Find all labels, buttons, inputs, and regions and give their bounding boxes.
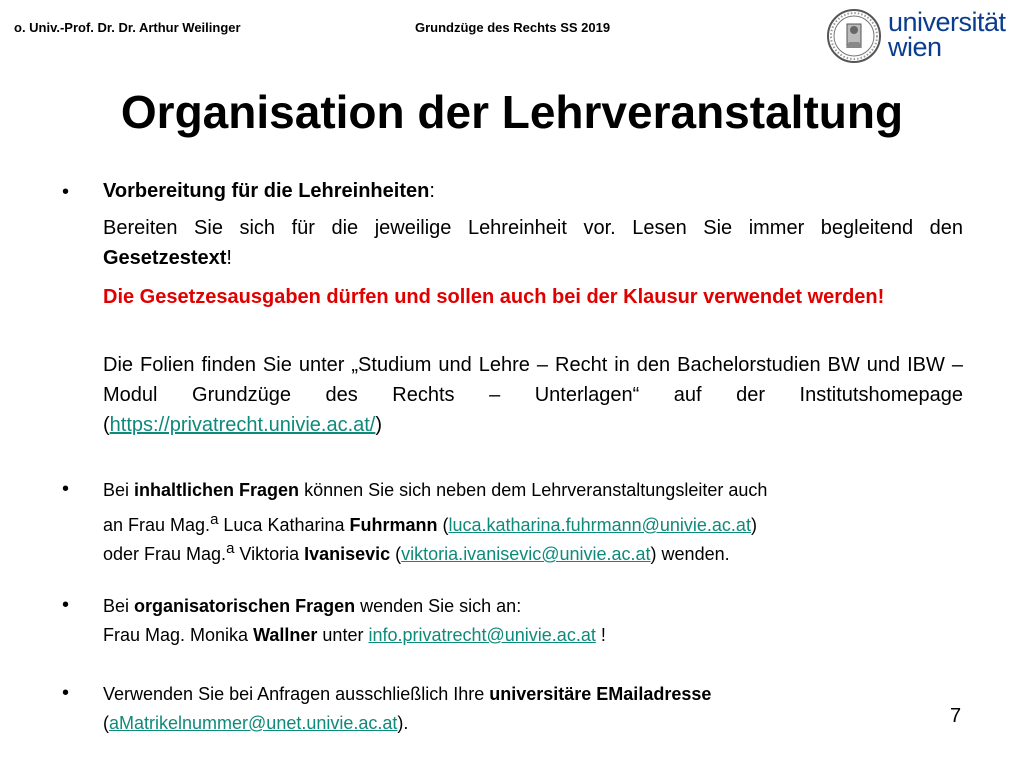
ivanisevic-email-link[interactable]: viktoria.ivanisevic@univie.ac.at [401,544,651,564]
wallner-email-link[interactable]: info.privatrecht@univie.ac.at [368,625,596,645]
section1-warning: Die Gesetzesausgaben dürfen und sollen auch bei der Klausur verwendet werden! [103,286,885,308]
header-author: o. Univ.-Prof. Dr. Dr. Arthur Weilinger [14,20,241,35]
bullet-3: • [62,594,70,616]
section1-heading: Vorbereitung für die Lehreinheiten: [103,180,435,202]
logo-text-line2: wien [888,32,942,62]
section2-line-1: Bei inhaltlichen Fragen können Sie sich neben dem Lehrveranstaltungsleiter auch [103,480,768,500]
section4-line-1: Verwenden Sie bei Anfragen ausschließlich Ihre universitäre EMailadresse [103,684,712,704]
bullet-1: • [62,181,70,203]
bullet-2: • [62,478,70,500]
section2-line-3: oder Frau Mag.$^a$ Viktoria Ivanisevic (viktoria.ivanisevic@univie.ac.at) wenden. [103,540,730,564]
fuhrmann-email-link[interactable]: luca.katharina.fuhrmann@univie.ac.at [448,515,751,535]
section3-line-1: Bei organisatorischen Fragen wenden Sie sich an: [103,596,522,616]
institute-homepage-link[interactable]: https://privatrecht.univie.ac.at/ [109,414,376,436]
university-logo [826,8,1016,64]
page-number: 7 [950,705,962,727]
section1-paragraph-1: Bereiten Sie sich für die jeweilige Lehreinheit vor. Lesen Sie immer begleitend den Gesetzestext! [103,217,963,269]
section1-paragraph-3: Die Folien finden Sie unter „Studium und Lehre – Recht in den Bachelorstudien BW und IBW – Modul Grundzüge des Rechts – Unterlagen“ auf der Institutshomepage (https://privatrecht.univie.ac.at/) [103,354,963,436]
bullet-4: • [62,682,70,704]
student-email-link[interactable]: aMatrikelnummer@unet.univie.ac.at [109,713,398,733]
seal-icon [826,8,882,64]
logo-text-line1: universität [888,7,1006,37]
header-course: Grundzüge des Rechts SS 2019 [415,20,611,35]
section3-line-2: Frau Mag. Monika Wallner unter info.privatrecht@univie.ac.at ! [103,625,606,645]
slide-title: Organisation der Lehrveranstaltung [120,86,904,138]
section4-line-2: (aMatrikelnummer@unet.univie.ac.at). [103,713,409,733]
section2-line-2: an Frau Mag.$^a$ Luca Katharina Fuhrmann (luca.katharina.fuhrmann@univie.ac.at) [103,511,757,535]
